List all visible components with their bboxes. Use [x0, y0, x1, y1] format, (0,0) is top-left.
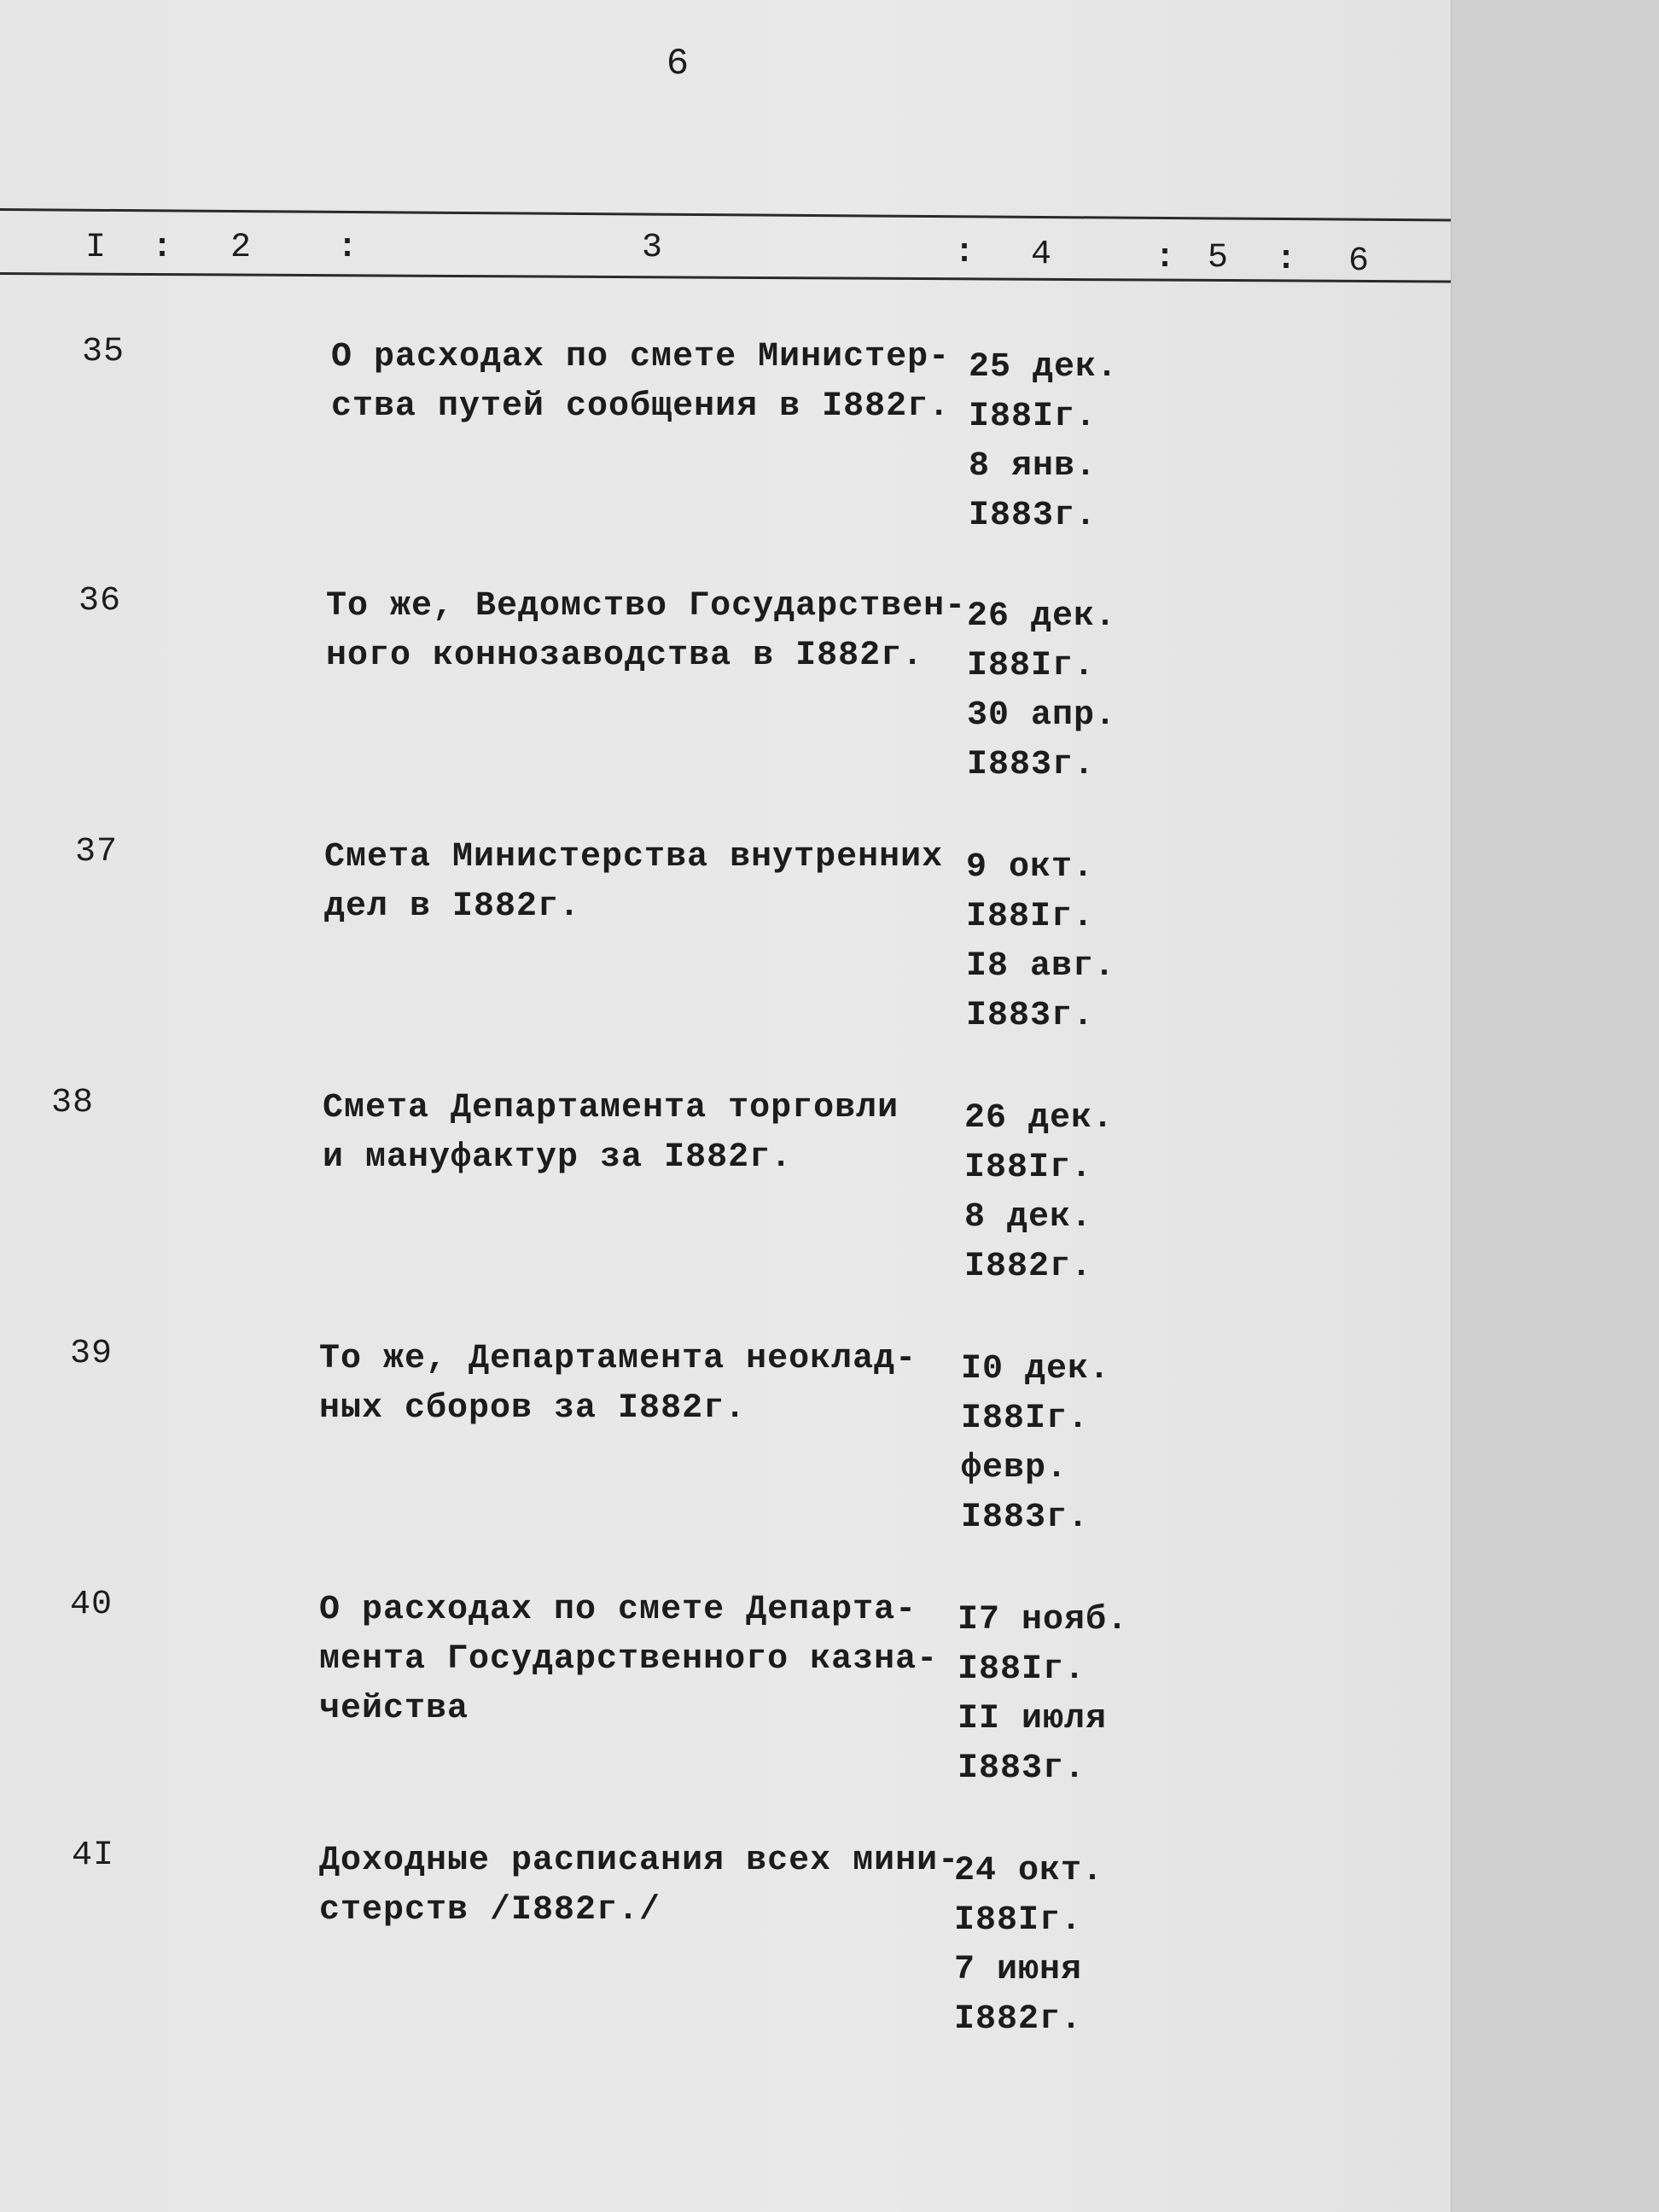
- table-row: [0, 582, 1451, 830]
- row-title: Смета Министерства внутренних дел в I882г.: [324, 838, 944, 926]
- header-col-3: 3: [642, 229, 663, 267]
- row-number: 37: [75, 833, 119, 871]
- row-number: 4I: [72, 1837, 115, 1875]
- header-separator: :: [954, 234, 975, 272]
- header-separator: :: [1155, 239, 1176, 277]
- row-title: То же, Ведомство Государствен- ного коннозаводства в I882г.: [326, 587, 967, 675]
- row-number: 35: [82, 333, 125, 371]
- row-number: 36: [79, 582, 122, 620]
- table-row: [0, 833, 1451, 1080]
- row-title: О расходах по смете Министер- ства путей сообщения в I882г.: [331, 338, 951, 426]
- row-dates: 26 дек. I88Iг. 8 дек. I882г.: [964, 1099, 1115, 1286]
- row-title: О расходах по смете Департа- мента Государственного казна- чейства: [319, 1591, 939, 1728]
- header-separator: :: [152, 229, 173, 267]
- row-dates: I0 дек. I88Iг. февр. I883г.: [961, 1350, 1111, 1537]
- row-dates: 9 окт. I88Iг. I8 авг. I883г.: [966, 848, 1116, 1035]
- header-col-5: 5: [1208, 239, 1229, 277]
- row-number: 38: [51, 1084, 95, 1122]
- header-col-6: 6: [1348, 242, 1370, 281]
- row-number: 40: [70, 1586, 114, 1624]
- sheet-edge: [1451, 0, 1452, 2212]
- row-number: 39: [70, 1335, 114, 1373]
- row-title: Смета Департамента торговли и мануфактур за I882г.: [323, 1089, 899, 1177]
- table-row: [0, 1335, 1451, 1582]
- table-row: [0, 1586, 1451, 1833]
- row-title: Доходные расписания всех мини- стерств /I882г./: [319, 1842, 960, 1930]
- table-row: [0, 1084, 1451, 1331]
- row-title: То же, Департамента неоклад- ных сборов за I882г.: [319, 1340, 917, 1428]
- header-separator: :: [337, 229, 358, 267]
- page-number: 6: [666, 43, 691, 85]
- table-row: [0, 333, 1451, 580]
- row-dates: 24 окт. I88Iг. 7 июня I882г.: [954, 1852, 1104, 2039]
- table-row: [0, 1837, 1451, 2084]
- header-separator: :: [1276, 241, 1297, 279]
- row-dates: 26 дек. I88Iг. 30 апр. I883г.: [967, 597, 1117, 784]
- header-col-1: I: [85, 229, 107, 267]
- header-col-4: 4: [1031, 236, 1052, 274]
- header-col-2: 2: [230, 229, 252, 267]
- row-dates: 25 дек. I88Iг. 8 янв. I883г.: [969, 348, 1119, 535]
- row-dates: I7 нояб. I88Iг. II июля I883г.: [958, 1601, 1129, 1788]
